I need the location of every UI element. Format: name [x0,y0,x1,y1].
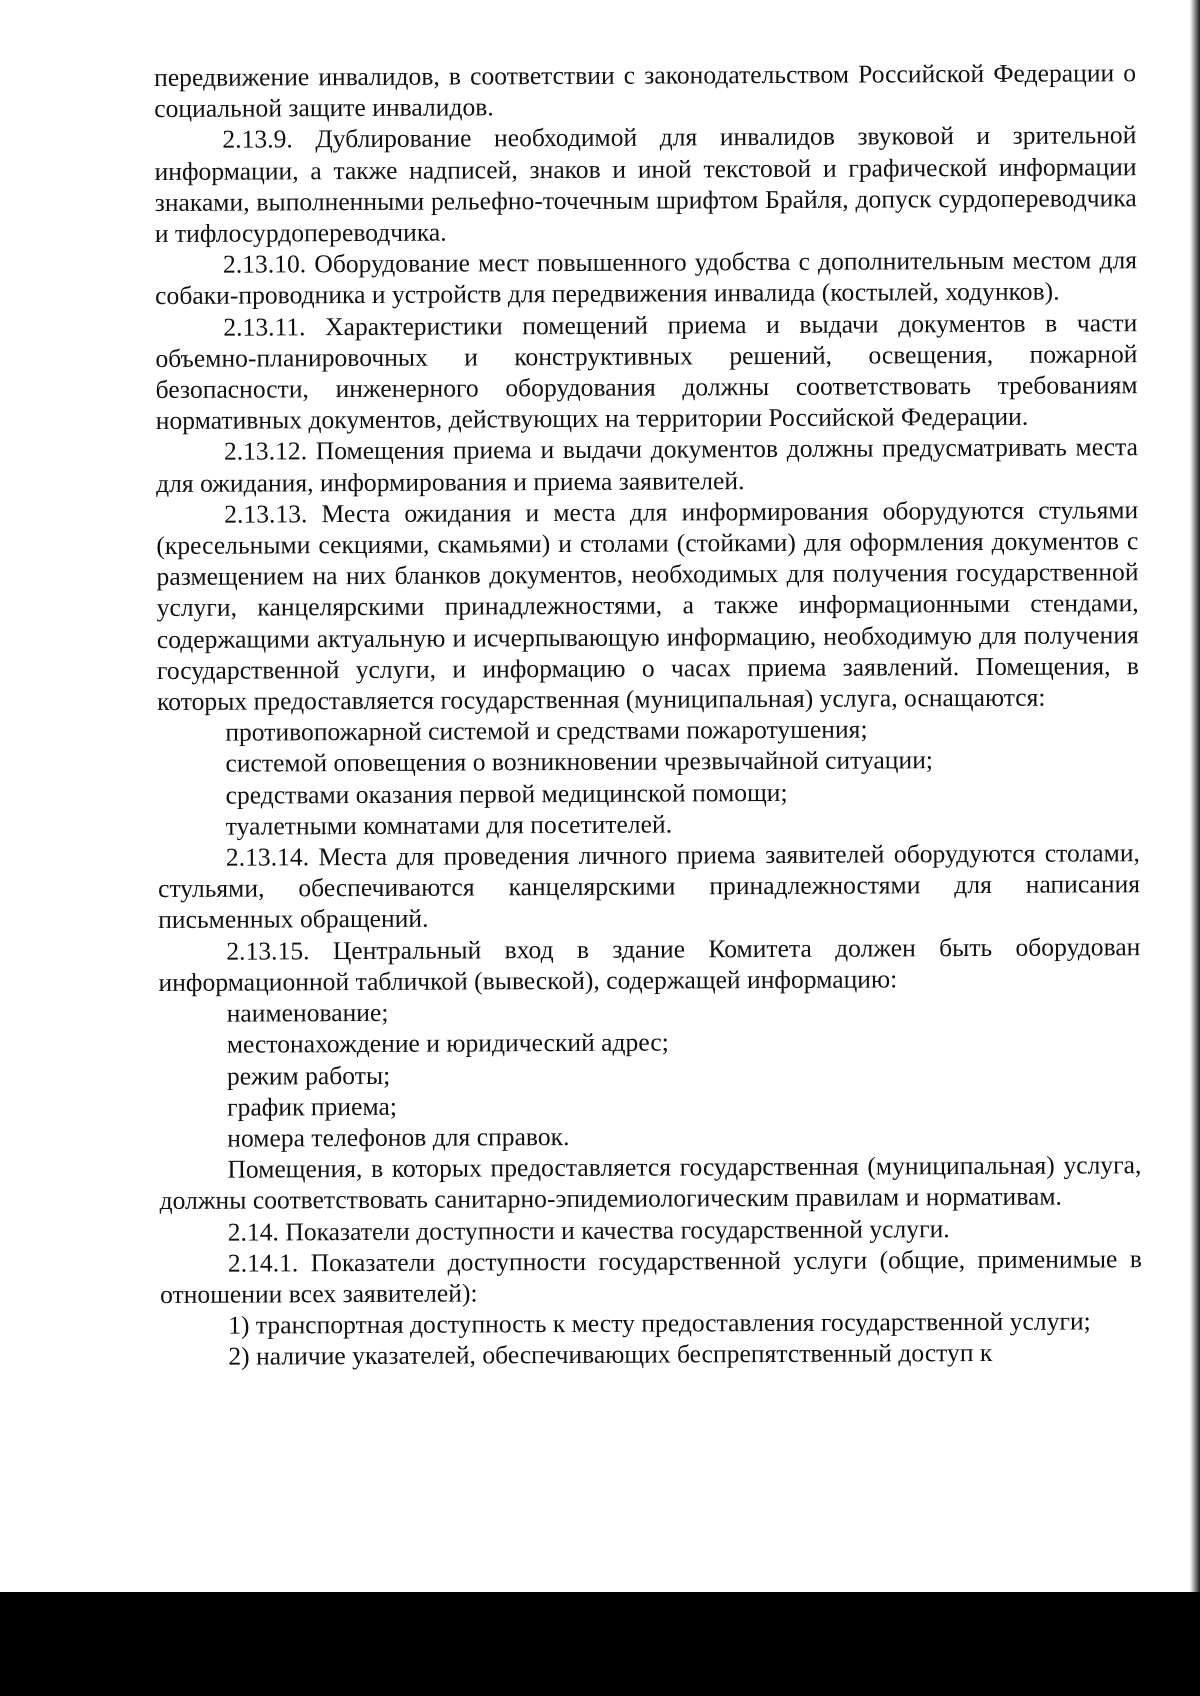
list-item: наименование; [226,997,389,1028]
paragraph-continuation: передвижение инвалидов, в соответствии с законодательством Российской Федерации о социальной защите инвалидов. [154,58,1137,124]
paragraph-2-13-15: 2.13.15. Центральный вход в здание Комитета должен быть оборудован информационной табличкой (вывеской), содержащей информацию: [158,931,1141,997]
list-item: график приема; [227,1091,397,1122]
paragraph-item-2: 2) наличие указателей, обеспечивающих беспрепятственный доступ к [228,1338,993,1371]
scan-edge-shadow [1190,0,1200,1592]
paragraph-2-14-1: 2.14.1. Показатели доступности государственной услуги (общие, применимые в отношении всех заявителей): [159,1243,1142,1309]
list-item: средствами оказания первой медицинской помощи; [225,777,788,810]
paragraph-2-13-14: 2.13.14. Места для проведения личного приема заявителей оборудуются столами, стульями, обеспечиваются канцелярскими принадлежностями для написания письменных обращений. [157,838,1141,935]
paragraph-2-14: 2.14. Показатели доступности и качества государственной услуги. [227,1213,950,1247]
paragraph-premises: Помещения, в которых предоставляется государственная (муниципальная) услуга, должны соответствовать санитарно-эпидемиологическим правилам и нормативам. [159,1150,1142,1216]
paragraph-item-1: 1) транспортная доступность к месту предоставления государственной услуги; [228,1306,1091,1340]
list-item: системой оповещения о возникновении чрезвычайной ситуации; [225,745,934,779]
paragraph-2-13-9: 2.13.9. Дублирование необходимой для инвалидов звуковой и зрительной информации, а также надписей, знаков и иной текстовой и графической информации знаками, выполненными рельефно-точечным шрифтом Брайля, допуск сурдопереводчика и тифлосурдопереводчика. [154,120,1137,249]
list-item: номера телефонов для справок. [227,1121,570,1153]
paragraph-2-13-13: 2.13.13. Места ожидания и места для информирования оборудуются стульями (кресельными секциями, скамьями) и столами (стойками) для оформления документов с размещением на них бланков документов, необходимых для получения государственной услуги, канцелярскими принадлежностями, а также информационными стендами, содержащими актуальную и исчерпывающую информацию, необходимую для получения государственной услуги, и информацию о часах приема заявлений. Помещения, в которых предоставляется государственная (муниципальная) услуга, оснащаются: [156,495,1140,717]
paragraph-2-13-11: 2.13.11. Характеристики помещений приема и выдачи документов в части объемно-планировочных и конструктивных решений, освещения, пожарной безопасности, инженерного оборудования должны соответствовать требованиям нормативных документов, действующих на территории Российской Федерации. [155,307,1138,436]
paragraph-2-13-12: 2.13.12. Помещения приема и выдачи документов должны предусматривать места для ожидания, информирования и приема заявителей. [155,432,1138,498]
paragraph-2-13-10: 2.13.10. Оборудование мест повышенного удобства с дополнительным местом для собаки-проводника и устройств для передвижения инвалида (костылей, ходунков). [155,245,1138,311]
list-item: противопожарной системой и средствами пожаротушения; [225,714,868,747]
document-body [154,57,1142,1372]
list-item: режим работы; [226,1060,391,1091]
list-item: местонахождение и юридический адрес; [226,1027,669,1059]
list-item: туалетными комнатами для посетителей. [225,809,673,841]
